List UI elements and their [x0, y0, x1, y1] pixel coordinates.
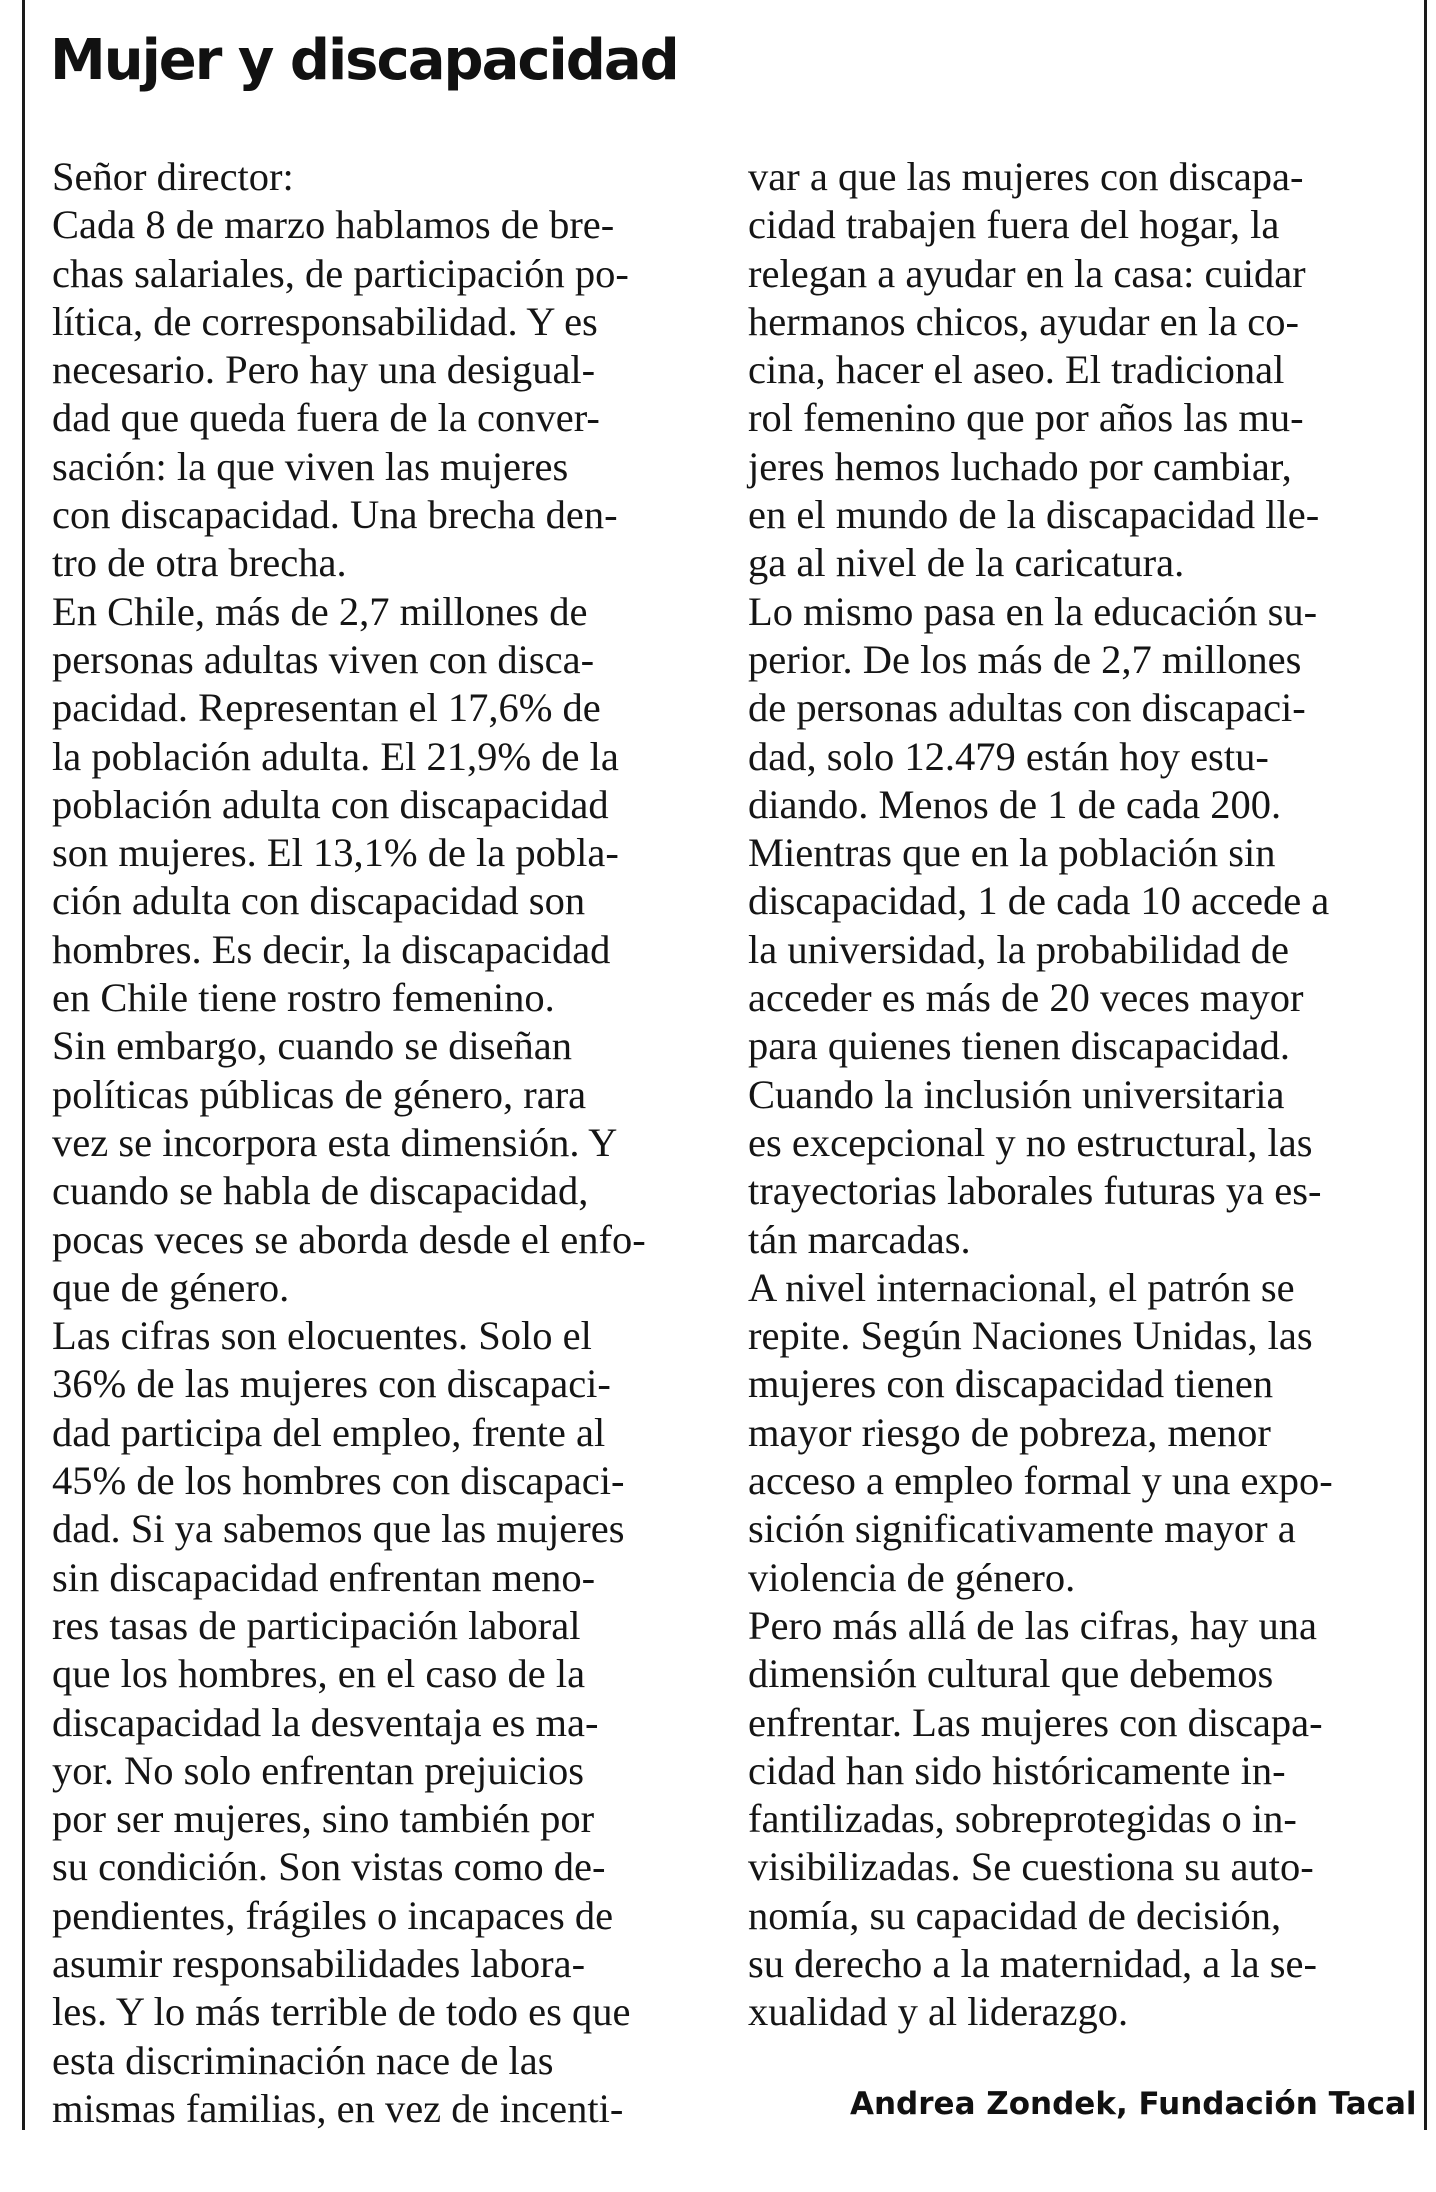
body-text-line: en el mundo de la discapacidad lle- — [748, 492, 1320, 538]
body-text-line: hermanos chicos, ayudar en la co- — [748, 298, 1300, 344]
body-text-line: Lo mismo pasa en la educación su- — [748, 588, 1318, 634]
body-text-line: que de género. — [52, 1264, 290, 1310]
body-text-line: violencia de género. — [748, 1554, 1076, 1600]
body-text-line: la población adulta. El 21,9% de la — [52, 733, 619, 779]
body-text-line: sación: la que viven las mujeres — [52, 443, 569, 489]
body-text-line: Mientras que en la población sin — [748, 830, 1276, 876]
body-text-line: 45% de los hombres con discapaci- — [52, 1458, 625, 1504]
body-text-line: fantilizadas, sobreprotegidas o in- — [748, 1796, 1297, 1842]
body-text-line: nomía, su capacidad de decisión, — [748, 1892, 1282, 1938]
body-text-line: pacidad. Representan el 17,6% de — [52, 685, 601, 731]
body-text-line: Cuando la inclusión universitaria — [748, 1071, 1285, 1117]
body-text-line: mujeres con discapacidad tienen — [748, 1361, 1274, 1407]
body-text-line: xualidad y al liderazgo. — [748, 1989, 1129, 2035]
body-text-line: acceder es más de 20 veces mayor — [748, 975, 1304, 1021]
right-column-rule — [1424, 0, 1427, 2130]
body-text-line: Pero más allá de las cifras, hay una — [748, 1602, 1318, 1648]
body-text-line: En Chile, más de 2,7 millones de — [52, 588, 588, 634]
body-text-line: A nivel internacional, el patrón se — [748, 1264, 1295, 1310]
body-text-line: asumir responsabilidades labora- — [52, 1940, 586, 1986]
letter-headline: Mujer y discapacidad — [50, 28, 678, 93]
letter-signature: Andrea Zondek, Fundación Tacal — [850, 2086, 1417, 2122]
body-text-line: diando. Menos de 1 de cada 200. — [748, 781, 1282, 827]
letter-body-right-column — [748, 153, 1388, 2037]
body-text-line: cidad trabajen fuera del hogar, la — [748, 202, 1280, 248]
body-text-line: necesario. Pero hay una desigual- — [52, 347, 596, 393]
body-text-line: cina, hacer el aseo. El tradicional — [748, 347, 1285, 393]
body-text-line: esta discriminación nace de las — [52, 2037, 554, 2083]
body-text-line: mayor riesgo de pobreza, menor — [748, 1409, 1271, 1455]
body-text-line: pendientes, frágiles o incapaces de — [52, 1892, 614, 1938]
body-text-line: acceso a empleo formal y una expo- — [748, 1458, 1333, 1504]
body-text-line: hombres. Es decir, la discapacidad — [52, 926, 611, 972]
body-text-line: Cada 8 de marzo hablamos de bre- — [52, 202, 615, 248]
body-text-line: chas salariales, de participación po- — [52, 250, 629, 296]
body-text-line: trayectorias laborales futuras ya es- — [748, 1168, 1322, 1214]
body-text-line: su derecho a la maternidad, a la se- — [748, 1940, 1317, 1986]
body-text-line: de personas adultas con discapaci- — [748, 685, 1306, 731]
body-text-line: sin discapacidad enfrentan meno- — [52, 1554, 596, 1600]
letter-body-left-column — [52, 153, 697, 2133]
body-text-line: es excepcional y no estructural, las — [748, 1119, 1313, 1165]
body-text-line: en Chile tiene rostro femenino. — [52, 975, 555, 1021]
body-text-line: 36% de las mujeres con discapaci- — [52, 1361, 611, 1407]
body-text-line: dad que queda fuera de la conver- — [52, 395, 600, 441]
body-text-line: visibilizadas. Se cuestiona su auto- — [748, 1844, 1314, 1890]
left-column-rule — [22, 0, 25, 2130]
body-text-line: dad participa del empleo, frente al — [52, 1409, 606, 1455]
body-text-line: res tasas de participación laboral — [52, 1602, 581, 1648]
body-text-line: repite. Según Naciones Unidas, las — [748, 1313, 1313, 1359]
body-text-line: Las cifras son elocuentes. Solo el — [52, 1313, 592, 1359]
body-text-line: var a que las mujeres con discapa- — [748, 154, 1304, 199]
body-text-line: les. Y lo más terrible de todo es que — [52, 1989, 631, 2035]
body-text-line: cuando se habla de discapacidad, — [52, 1168, 589, 1214]
body-text-line: yor. No solo enfrentan prejuicios — [52, 1747, 584, 1793]
body-text-line: por ser mujeres, sino también por — [52, 1796, 595, 1842]
body-text-line: para quienes tienen discapacidad. — [748, 1023, 1291, 1069]
body-text-line: dad. Si ya sabemos que las mujeres — [52, 1506, 625, 1552]
body-text-line: la universidad, la probabilidad de — [748, 926, 1289, 972]
body-text-line: personas adultas viven con disca- — [52, 636, 595, 682]
body-text-line: Señor director: — [52, 154, 294, 199]
body-text-line: vez se incorpora esta dimensión. Y — [52, 1119, 618, 1165]
body-text-line: Sin embargo, cuando se diseñan — [52, 1023, 573, 1069]
body-text-line: ción adulta con discapacidad son — [52, 878, 586, 924]
body-text-line: tán marcadas. — [748, 1216, 971, 1262]
body-text-line: tro de otra brecha. — [52, 540, 347, 586]
body-text-line: mismas familias, en vez de incenti- — [52, 2085, 624, 2131]
body-text-line: lítica, de corresponsabilidad. Y es — [52, 298, 598, 344]
body-text-line: con discapacidad. Una brecha den- — [52, 492, 618, 538]
body-text-line: población adulta con discapacidad — [52, 781, 609, 827]
body-text-line: jeres hemos luchado por cambiar, — [748, 443, 1292, 489]
body-text-line: que los hombres, en el caso de la — [52, 1651, 586, 1697]
body-text-line: enfrentar. Las mujeres con discapa- — [748, 1699, 1323, 1745]
body-text-line: su condición. Son vistas como de- — [52, 1844, 606, 1890]
body-text-line: dimensión cultural que debemos — [748, 1651, 1274, 1697]
body-text-line: dad, solo 12.479 están hoy estu- — [748, 733, 1269, 779]
body-text-line: cidad han sido históricamente in- — [748, 1747, 1286, 1793]
body-text-line: son mujeres. El 13,1% de la pobla- — [52, 830, 619, 876]
body-text-line: rol femenino que por años las mu- — [748, 395, 1304, 441]
body-text-line: pocas veces se aborda desde el enfo- — [52, 1216, 646, 1262]
body-text-line: relegan a ayudar en la casa: cuidar — [748, 250, 1306, 296]
body-text-line: discapacidad, 1 de cada 10 accede a — [748, 878, 1330, 924]
body-text-line: discapacidad la desventaja es ma- — [52, 1699, 599, 1745]
body-text-line: ga al nivel de la caricatura. — [748, 540, 1185, 586]
body-text-line: perior. De los más de 2,7 millones — [748, 636, 1302, 682]
body-text-line: sición significativamente mayor a — [748, 1506, 1296, 1552]
body-text-line: políticas públicas de género, rara — [52, 1071, 587, 1117]
